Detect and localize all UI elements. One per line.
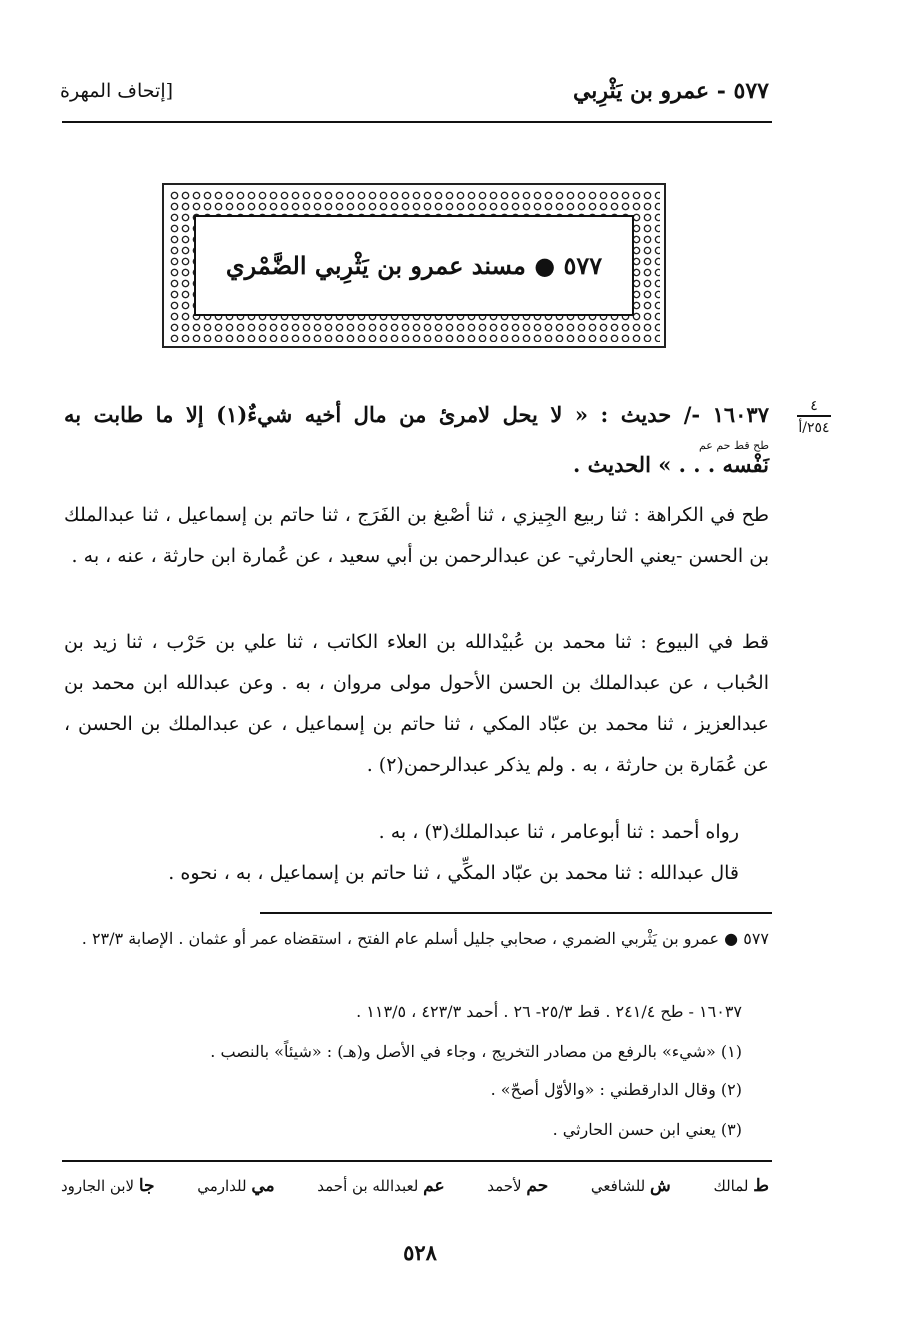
footnote-2: (٢) وقال الدارقطني : «والأوّل أصحّ» .	[490, 1080, 742, 1099]
title-box	[194, 215, 634, 316]
chain-ahmad: رواه أحمد : ثنا أبوعامر ، ثنا عبدالملك(٣) ، به .	[378, 821, 739, 843]
hadith-sigla: طح قط حم عم	[698, 439, 769, 452]
ornament-border	[168, 189, 660, 342]
musnad-title: ٥٧٧ ● مسند عمرو بن يَثْرِبي الضَّمْري	[225, 251, 603, 280]
key-item: حم لأحمد	[487, 1176, 549, 1196]
key-item: جا لابن الجارود	[61, 1176, 155, 1196]
margin-rule	[797, 415, 831, 417]
header-divider	[62, 121, 772, 123]
key-item: ش للشافعي	[590, 1176, 671, 1196]
hadith-heading: ١٦٠٣٧ -/ حديث : « لا يحل لامرئ من مال أخيه شيءٌ(١) إلا ما طابت به	[64, 402, 769, 427]
margin-reference	[788, 398, 840, 436]
page-number: ٥٢٨	[403, 1240, 437, 1265]
footnote-divider	[260, 912, 772, 914]
section-header: ٥٧٧ - عمرو بن يَثْرِبي	[572, 78, 769, 104]
footnote-1: (١) «شيء» بالرفع من مصادر التخريج ، وجاء في الأصل و(هـ) : «شيئاً» بالنصب .	[210, 1042, 742, 1061]
ornamental-title-frame	[162, 183, 666, 348]
key-item: مي للدارمي	[197, 1176, 275, 1196]
key-item: ط لمالك	[713, 1176, 769, 1196]
chain-abdullah: قال عبدالله : ثنا محمد بن عبّاد المكِّي ، ثنا حاتم بن إسماعيل ، به ، نحوه .	[168, 862, 739, 884]
footnote-3: (٣) يعني ابن حسن الحارثي .	[552, 1120, 742, 1139]
hadith-heading-continued: نَفْسه . . . » الحديث .	[573, 452, 769, 477]
margin-folio: ٢٥٤/أ	[798, 419, 830, 436]
abbreviation-key	[61, 1176, 769, 1196]
chain-daraqutni: قط في البيوع : ثنا محمد بن عُبيْدالله بن العلاء الكاتب ، ثنا علي بن حَرْب ، ثنا زيد بن الحُباب ، عن عبدالملك بن الحسن الأحول مولى مروان ، به . وعن عبدالله ابن محمد بن عبدالعزيز ، ثنا محمد بن عبّاد المكي ، ثنا حاتم بن إسماعيل ، عن عبدالملك بن الحسن ، عن عُمَارة بن حارثة ، به . ولم يذكر عبدالرحمن(٢) .	[64, 631, 769, 776]
book-title-header: [إتحاف المهرة	[60, 80, 174, 102]
footnote-sources: ١٦٠٣٧ - طح ٢٤١/٤ . قط ٢٥/٣- ٢٦ . أحمد ٤٢٣/٣ ، ١١٣/٥ .	[356, 1002, 742, 1021]
footnote-biography: ٥٧٧ ● عمرو بن يَثْربي الضمري ، صحابي جليل أسلم عام الفتح ، استقضاه عمر أو عثمان . الإصابة ٢٣/٣ .	[81, 929, 769, 948]
margin-volume: ٤	[810, 398, 818, 414]
key-item: عم لعبدالله بن أحمد	[317, 1176, 445, 1196]
key-divider	[62, 1160, 772, 1162]
chain-tahawi: طح في الكراهة : ثنا ربيع الجِيزي ، ثنا أصْبغ بن الفَرَج ، ثنا حاتم بن إسماعيل ، ثنا عبدالملك بن الحسن -يعني الحارثي- عن عبدالرحمن بن أبي سعيد ، عن عُمارة ابن حارثة ، عنه ، به .	[64, 504, 769, 567]
